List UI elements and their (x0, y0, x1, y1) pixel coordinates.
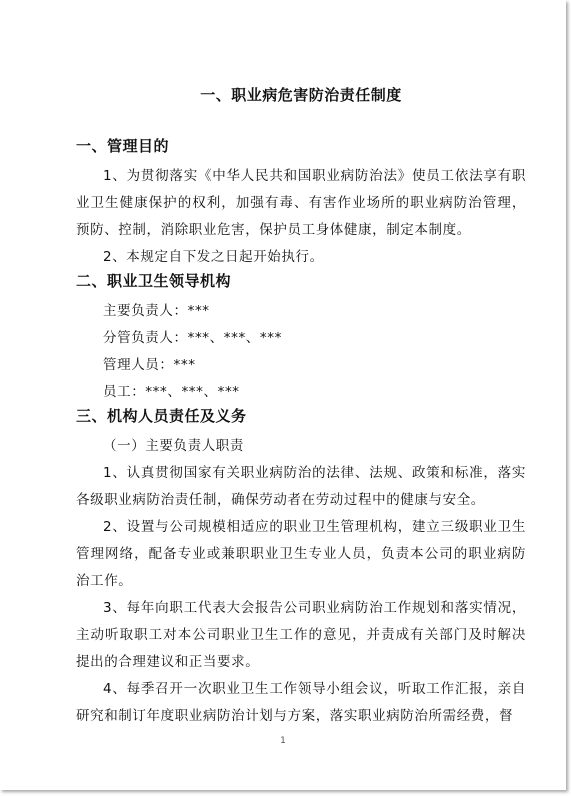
person-line-staff: 员工：***、***、*** (103, 384, 240, 400)
section-management-purpose (76, 136, 526, 271)
page-number: 1 (280, 736, 286, 746)
paragraph: 4、每季召开一次职业卫生工作领导小组会议，听取工作汇报，亲自研究和制订年度职业病防治计划与方案，落实职业病防治所需经费，督 (76, 681, 526, 724)
subheading: （一）主要负责人职责 (103, 438, 244, 454)
document-title: 一、职业病危害防治责任制度 (200, 86, 402, 104)
section-heading: 三、机构人员责任及义务 (76, 407, 247, 425)
section-responsibilities (76, 406, 526, 730)
section-heading: 二、职业卫生领导机构 (76, 272, 232, 290)
paragraph: 2、本规定自下发之日起开始执行。 (103, 249, 324, 265)
person-line-deputy: 分管负责人：***、***、*** (103, 330, 282, 346)
person-line-main: 主要负责人：*** (103, 303, 210, 319)
page-content (76, 84, 526, 730)
person-line-manager: 管理人员：*** (103, 357, 196, 373)
paragraph: 1、认真贯彻国家有关职业病防治的法律、法规、政策和标准，落实各级职业病防治责任制，确保劳动者在劳动过程中的健康与安全。 (76, 465, 526, 508)
paragraph: 2、设置与公司规模相适应的职业卫生管理机构，建立三级职业卫生管理网络，配备专业或兼职职业卫生专业人员，负责本公司的职业病防治工作。 (76, 519, 526, 589)
section-leadership-organization (76, 271, 526, 406)
paragraph: 1、为贯彻落实《中华人民共和国职业病防治法》使员工依法享有职业卫生健康保护的权利，加强有毒、有害作业场所的职业病防治管理，预防、控制，消除职业危害，保护员工身体健康，制定本制度。 (76, 168, 526, 238)
paragraph: 3、每年向职工代表大会报告公司职业病防治工作规划和落实情况，主动听取职工对本公司职业卫生工作的意见，并责成有关部门及时解决提出的合理建议和正当要求。 (76, 600, 526, 670)
section-heading: 一、管理目的 (76, 137, 170, 155)
